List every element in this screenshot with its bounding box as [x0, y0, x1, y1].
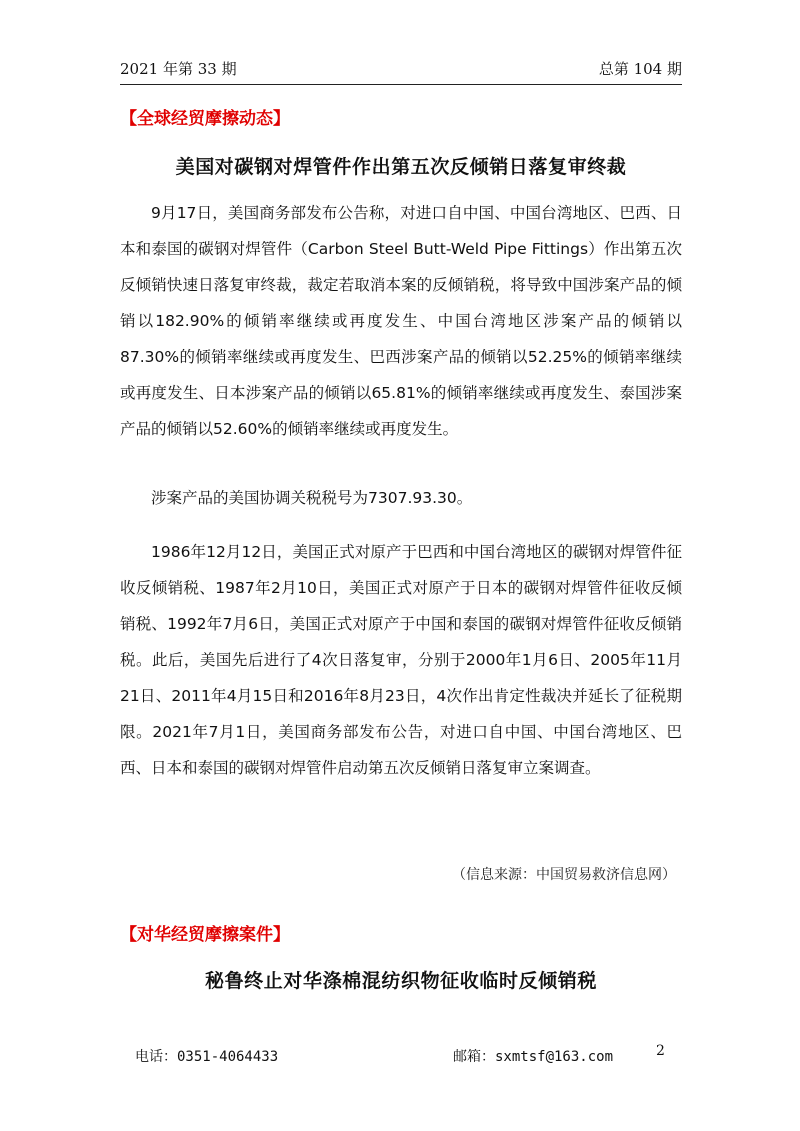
- article-paragraph: 1986年12月12日，美国正式对原产于巴西和中国台湾地区的碳钢对焊管件征收反倾销税、1987年2月10日，美国正式对原产于日本的碳钢对焊管件征收反倾销税、1992年7月6日，美国正式对原产于中国和泰国的碳钢对焊管件征收反倾销税。此后，美国先后进行了4次日落复审，分别于2000年1月6日、2005年11月21日、2011年4月15日和2016年8月23日，4次作出肯定性裁决并延长了征税期限。2021年7月1日，美国商务部发布公告，对进口自中国、中国台湾地区、巴西、日本和泰国的碳钢对焊管件启动第五次反倾销日落复审立案调查。: [120, 543, 682, 777]
- footer-phone: 电话：0351-4064433: [135, 1049, 279, 1065]
- article-paragraph: 涉案产品的美国协调关税税号为7307.93.30。: [151, 489, 473, 507]
- total-issue-number: 总第 104 期: [598, 60, 682, 78]
- header-divider: [120, 84, 682, 85]
- issue-number: 2021 年第 33 期: [120, 60, 237, 78]
- page-number: 2: [656, 1043, 665, 1059]
- footer-email: 邮箱：sxmtsf@163.com: [453, 1049, 614, 1065]
- section-tag-china: 【对华经贸摩擦案件】: [120, 925, 290, 945]
- source-note: （信息来源：中国贸易救济信息网）: [452, 867, 676, 883]
- article-title-2: 秘鲁终止对华涤棉混纺织物征收临时反倾销税: [204, 970, 597, 992]
- article-title: 美国对碳钢对焊管件作出第五次反倾销日落复审终裁: [175, 156, 627, 178]
- article-paragraph: 9月17日，美国商务部发布公告称，对进口自中国、中国台湾地区、巴西、日本和泰国的碳钢对焊管件（Carbon Steel Butt-Weld Pipe Fittings）作出第五次反倾销快速日落复审终裁，裁定若取消本案的反倾销税，将导致中国涉案产品的倾销以182.90%的倾销率继续或再度发生、中国台湾地区涉案产品的倾销以87.30%的倾销率继续或再度发生、巴西涉案产品的倾销以52.25%的倾销率继续或再度发生、日本涉案产品的倾销以65.81%的倾销率继续或再度发生、泰国涉案产品的倾销以52.60%的倾销率继续或再度发生。: [120, 204, 682, 438]
- section-tag-global: 【全球经贸摩擦动态】: [120, 109, 290, 129]
